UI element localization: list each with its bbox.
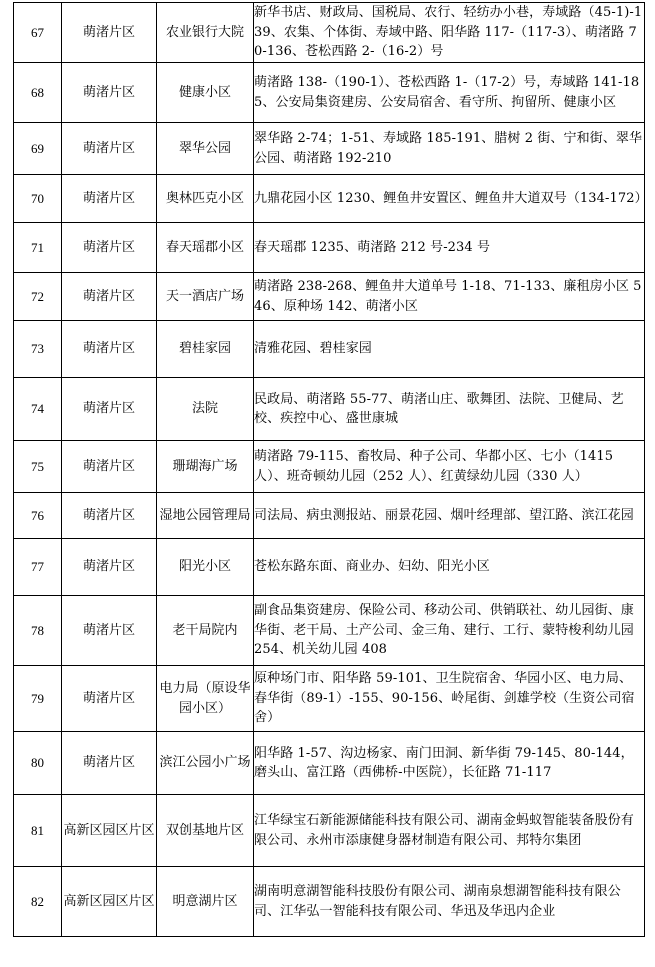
scope-cell: 苍松东路东面、商业办、妇幼、阳光小区 <box>254 539 645 596</box>
place-cell: 明意湖片区 <box>157 867 254 937</box>
scope-cell: 九鼎花园小区 1230、鲤鱼井安置区、鲤鱼井大道双号（134-172） <box>254 175 645 223</box>
table-row <box>14 273 645 321</box>
area-cell: 萌渚片区 <box>62 493 157 539</box>
area-cell: 萌渚片区 <box>62 539 157 596</box>
area-cell: 高新区园区片区 <box>62 867 157 937</box>
table-row <box>14 3 645 63</box>
area-cell: 萌渚片区 <box>62 175 157 223</box>
row-number: 69 <box>14 123 62 175</box>
place-cell: 农业银行大院 <box>157 3 254 63</box>
area-cell: 萌渚片区 <box>62 273 157 321</box>
area-cell: 萌渚片区 <box>62 3 157 63</box>
area-cell: 萌渚片区 <box>62 596 157 666</box>
scope-cell: 萌渚路 138-（190-1）、苍松西路 1-（17-2）号，寿域路 141-185、公安局集资建房、公安局宿舍、看守所、拘留所、健康小区 <box>254 63 645 123</box>
district-table <box>13 2 648 937</box>
place-cell: 滨江公园小广场 <box>157 732 254 795</box>
area-cell: 萌渚片区 <box>62 666 157 732</box>
place-cell: 老干局院内 <box>157 596 254 666</box>
place-cell: 法院 <box>157 378 254 441</box>
table-row <box>14 493 645 539</box>
table-body <box>14 3 648 937</box>
place-cell: 阳光小区 <box>157 539 254 596</box>
area-cell: 萌渚片区 <box>62 732 157 795</box>
area-cell: 萌渚片区 <box>62 378 157 441</box>
row-number: 68 <box>14 63 62 123</box>
place-cell: 碧桂家园 <box>157 321 254 378</box>
row-number: 82 <box>14 867 62 937</box>
table-row <box>14 867 645 937</box>
row-number: 80 <box>14 732 62 795</box>
place-cell: 健康小区 <box>157 63 254 123</box>
scope-cell: 萌渚路 238-268、鲤鱼井大道单号 1-18、71-133、廉租房小区 546、原种场 142、萌渚小区 <box>254 273 645 321</box>
row-number: 75 <box>14 441 62 493</box>
scope-cell: 江华绿宝石新能源储能科技有限公司、湖南金蚂蚁智能装备股份有限公司、永州市添康健身器材制造有限公司、邦特尔集团 <box>254 795 645 867</box>
scope-cell: 新华书店、财政局、国税局、农行、轻纺办小巷，寿域路（45-1)-139、农集、个体街、寿域中路、阳华路 117-（117-3）、萌渚路 70-136、苍松西路 2-（16-2）号 <box>254 3 645 63</box>
table-row <box>14 378 645 441</box>
row-number: 71 <box>14 223 62 273</box>
table-row <box>14 175 645 223</box>
scope-cell: 湖南明意湖智能科技股份有限公司、湖南泉想湖智能科技有限公司、江华弘一智能科技有限公司、华迅及华迅内企业 <box>254 867 645 937</box>
scope-cell: 翠华路 2-74；1-51、寿域路 185-191、腊树 2 街、宁和街、翠华公园、萌渚路 192-210 <box>254 123 645 175</box>
place-cell: 电力局（原设华园小区） <box>157 666 254 732</box>
table-row <box>14 321 645 378</box>
place-cell: 天一酒店广场 <box>157 273 254 321</box>
table-row <box>14 539 645 596</box>
scope-cell: 原种场门市、阳华路 59-101、卫生院宿舍、华园小区、电力局、春华街（89-1）-155、90-156、岭尾街、剑雄学校（生资公司宿舍） <box>254 666 645 732</box>
scope-cell: 民政局、萌渚路 55-77、萌渚山庄、歌舞团、法院、卫健局、艺校、疾控中心、盛世康城 <box>254 378 645 441</box>
row-number: 76 <box>14 493 62 539</box>
area-cell: 萌渚片区 <box>62 123 157 175</box>
area-cell: 萌渚片区 <box>62 321 157 378</box>
scope-cell: 司法局、病虫测报站、丽景花园、烟叶经理部、望江路、滨江花园 <box>254 493 645 539</box>
place-cell: 春天瑶郡小区 <box>157 223 254 273</box>
area-cell: 高新区园区片区 <box>62 795 157 867</box>
place-cell: 珊瑚海广场 <box>157 441 254 493</box>
place-cell: 双创基地片区 <box>157 795 254 867</box>
row-number: 67 <box>14 3 62 63</box>
scope-cell: 春天瑶郡 1235、萌渚路 212 号-234 号 <box>254 223 645 273</box>
row-number: 79 <box>14 666 62 732</box>
place-cell: 湿地公园管理局 <box>157 493 254 539</box>
area-cell: 萌渚片区 <box>62 223 157 273</box>
area-cell: 萌渚片区 <box>62 441 157 493</box>
row-number: 78 <box>14 596 62 666</box>
place-cell: 奥林匹克小区 <box>157 175 254 223</box>
scope-cell: 清雅花园、碧桂家园 <box>254 321 645 378</box>
place-cell: 翠华公园 <box>157 123 254 175</box>
row-number: 77 <box>14 539 62 596</box>
table-row <box>14 63 645 123</box>
table-row <box>14 732 645 795</box>
scope-cell: 萌渚路 79-115、畜牧局、种子公司、华都小区、七小（1415 人）、班奇顿幼儿园（252 人）、红黄绿幼儿园（330 人） <box>254 441 645 493</box>
row-number: 72 <box>14 273 62 321</box>
row-number: 74 <box>14 378 62 441</box>
row-number: 73 <box>14 321 62 378</box>
scope-cell: 阳华路 1-57、沟边杨家、南门田洞、新华街 79-145、80-144，磨头山、富江路（西佛桥-中医院），长征路 71-117 <box>254 732 645 795</box>
table-row <box>14 795 645 867</box>
area-cell: 萌渚片区 <box>62 63 157 123</box>
row-number: 70 <box>14 175 62 223</box>
row-number: 81 <box>14 795 62 867</box>
table-row <box>14 666 645 732</box>
table-row <box>14 123 645 175</box>
table-row <box>14 596 645 666</box>
table-row <box>14 441 645 493</box>
scope-cell: 副食品集资建房、保险公司、移动公司、供销联社、幼儿园街、康华街、老干局、土产公司、金三角、建行、工行、蒙特梭利幼儿园 254、机关幼儿园 408 <box>254 596 645 666</box>
table-row <box>14 223 645 273</box>
